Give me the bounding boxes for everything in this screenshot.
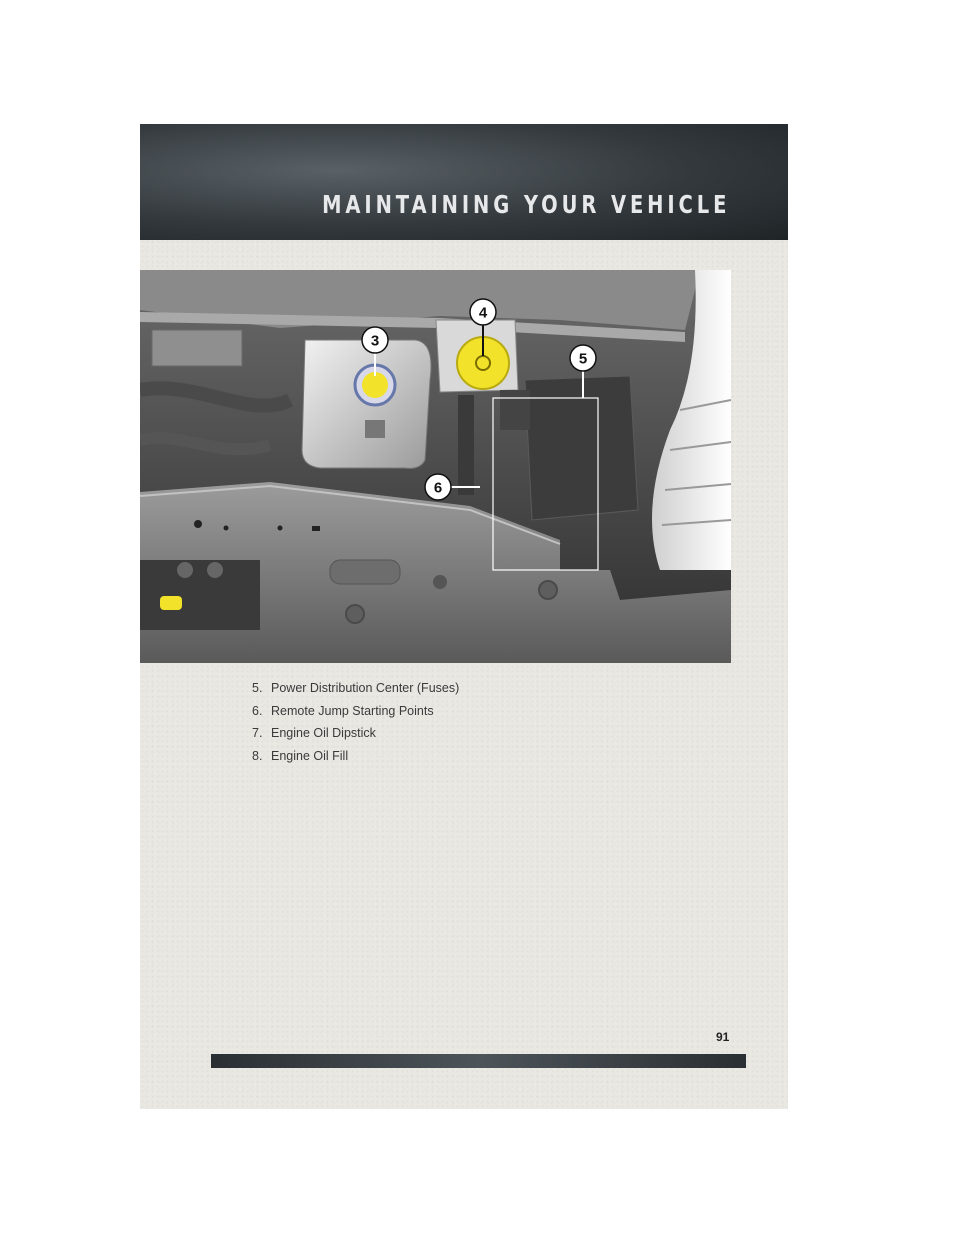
callout-number: 5 [578, 350, 588, 368]
manual-page [140, 124, 788, 1109]
callout-number: 4 [478, 304, 488, 322]
list-item [252, 745, 459, 768]
callout-number: 3 [370, 332, 380, 350]
list-item [252, 677, 459, 700]
engine-compartment-illustration [140, 270, 731, 663]
list-item [252, 700, 459, 723]
engine-compartment-drawing [140, 270, 731, 663]
list-item-text: Engine Oil Fill [271, 748, 349, 763]
list-item-text: Engine Oil Dipstick [271, 726, 376, 740]
component-legend-list [252, 677, 459, 767]
list-item-number: 6. [252, 703, 263, 718]
footer-bar [211, 1054, 746, 1068]
list-item [252, 722, 459, 745]
page-number: 91 [716, 1030, 730, 1044]
callout-number: 6 [433, 479, 443, 497]
list-item-number: 8. [252, 748, 263, 763]
section-title: MAINTAINING YOUR VEHICLE [321, 190, 730, 219]
list-item-text: Remote Jump Starting Points [271, 703, 434, 718]
list-item-number: 7. [252, 726, 263, 740]
list-item-text: Power Distribution Center (Fuses) [271, 681, 460, 695]
list-item-number: 5. [252, 681, 263, 695]
section-header [140, 124, 788, 240]
